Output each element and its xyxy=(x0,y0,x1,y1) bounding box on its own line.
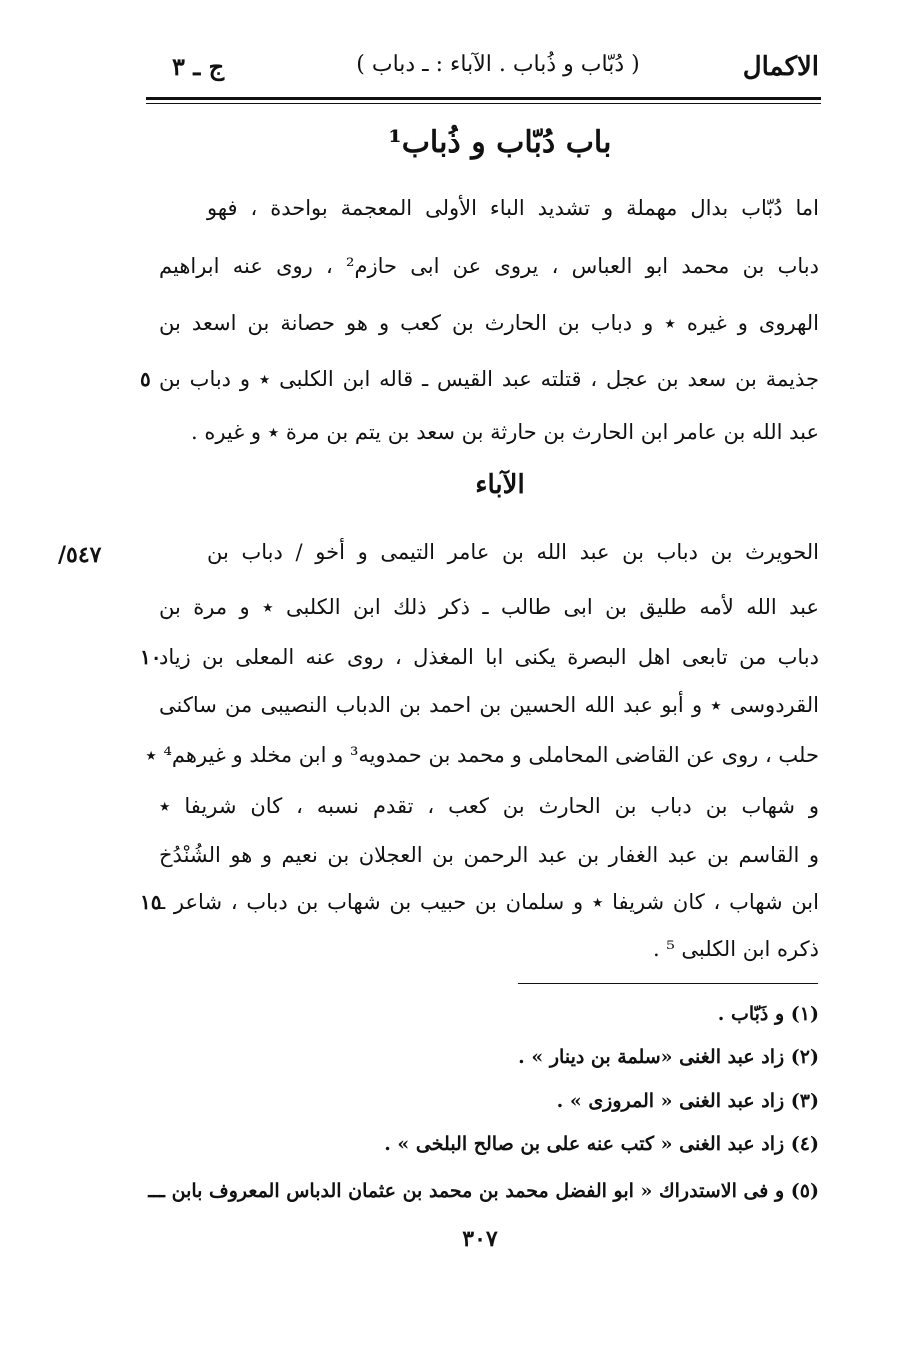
running-head-book-title: الاكمال xyxy=(742,52,819,82)
header-rule-thin xyxy=(146,103,821,104)
footnote-2: (٢) زاد عبد الغنى «سلمة بن دينار » . xyxy=(518,1046,819,1068)
paragraph1-line-4: جذيمة بن سعد بن عجل ، قتلته عبد القيس ـ قاله ابن الكلبى ٭ و دباب بن xyxy=(159,367,819,391)
paragraph2-line-9: ذكره ابن الكلبى ⁵ . xyxy=(652,937,819,961)
running-head-volume: ج ـ ٣ xyxy=(172,52,225,81)
paragraph2-line-3: دباب من تابعى اهل البصرة يكنى ابا المغذل ، روى عنه المعلى بن زياد xyxy=(159,645,819,669)
paragraph1-line-2: دباب بن محمد ابو العباس ، يروى عن ابى حازم² ، روى عنه ابراهيم xyxy=(159,254,819,278)
header-rule-thick xyxy=(146,97,821,100)
line-number-5: ٥ xyxy=(140,367,151,391)
section-heading: باب دُبّاب و ذُباب¹ xyxy=(388,125,612,160)
paragraph2-line-8: ابن شهاب ، كان شريفا ٭ و سلمان بن حبيب بن شهاب بن دباب ، شاعر ـ xyxy=(159,890,819,914)
page-number: ٣٠٧ xyxy=(462,1226,498,1252)
running-head-section-title: ( دُبّاب و ذُباب . الآباء : ـ دباب ) xyxy=(356,52,640,77)
paragraph2-line-6: و شهاب بن دباب بن الحارث بن كعب ، تقدم نسبه ، كان شريفا ٭ xyxy=(159,794,819,818)
footnote-3: (٣) زاد عبد الغنى « المروزى » . xyxy=(556,1090,819,1112)
footnote-4: (٤) زاد عبد الغنى « كتب عنه على بن صالح البلخى » . xyxy=(384,1133,819,1155)
line-number-15: ١٥ xyxy=(140,890,162,914)
paragraph2-line-5: حلب ، روى عن القاضى المحاملى و محمد بن حمدويه³ و ابن مخلد و غيرهم⁴ ٭ xyxy=(145,743,819,767)
margin-manuscript-reference: ٥٤٧/ xyxy=(58,542,102,568)
paragraph2-line-7: و القاسم بن عبد الغفار بن عبد الرحمن بن العجلان بن نعيم و هو الشُنْدُخ xyxy=(159,843,819,867)
paragraph1-line-5: عبد الله بن عامر ابن الحارث بن حارثة بن سعد بن يتم بن مرة ٭ و غيره . xyxy=(190,420,819,444)
paragraph2-line-1: الحويرث بن دباب بن عبد الله بن عامر التيمى و أخو / دباب بن xyxy=(207,540,819,564)
footnote-1: (١) و ذَبّاب . xyxy=(717,1003,819,1025)
paragraph2-line-4: القردوسى ٭ و أبو عبد الله الحسين بن احمد بن الدباب النصيبى من ساكنى xyxy=(159,693,819,717)
sub-heading: الآباء xyxy=(475,470,525,500)
footnote-separator xyxy=(518,983,818,984)
paragraph1-line-3: الهروى و غيره ٭ و دباب بن الحارث بن كعب و هو حصانة بن اسعد بن xyxy=(159,311,819,335)
paragraph1-line-1: اما دُبّاب بدال مهملة و تشديد الباء الأولى المعجمة بواحدة ، فهو xyxy=(207,196,819,220)
line-number-10: ١٠ xyxy=(140,645,162,669)
footnote-5: (٥) و فى الاستدراك « ابو الفضل محمد بن محمد بن عثمان الدباس المعروف بابن ـــ xyxy=(148,1180,819,1202)
paragraph2-line-2: عبد الله لأمه طليق بن ابى طالب ـ ذكر ذلك ابن الكلبى ٭ و مرة بن xyxy=(159,595,819,619)
